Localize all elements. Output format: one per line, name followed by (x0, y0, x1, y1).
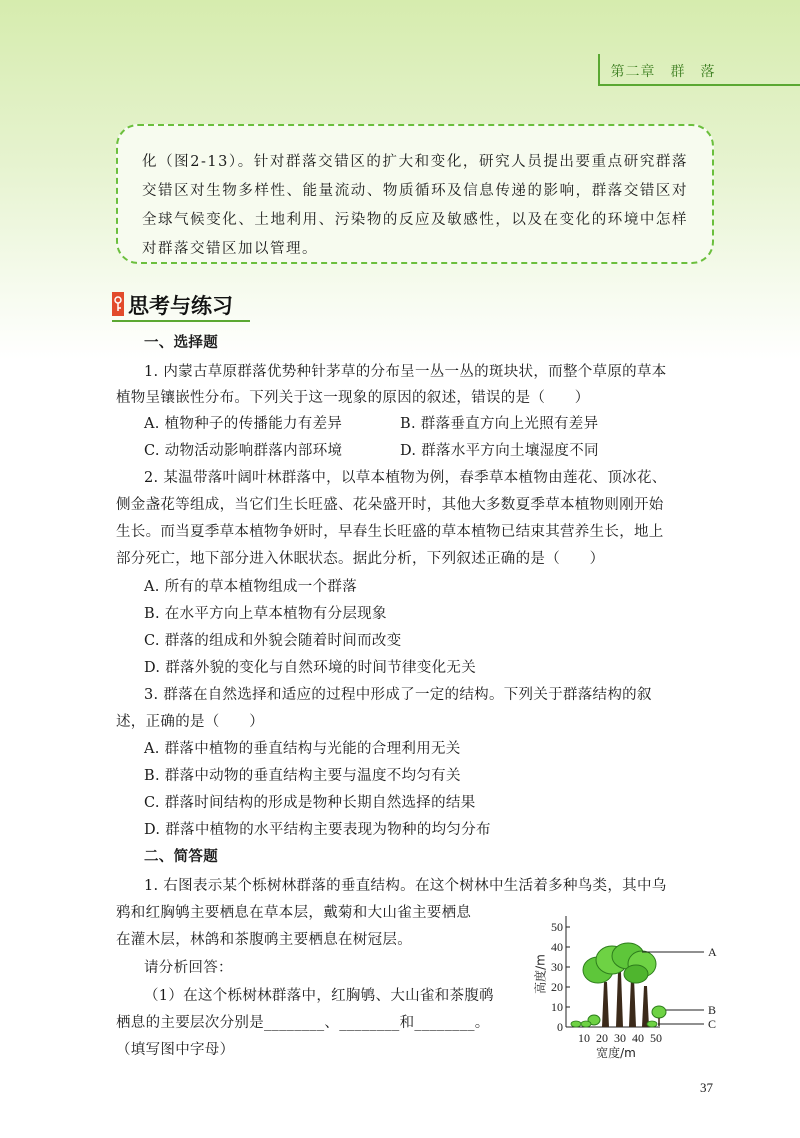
q3-option-d: D. 群落中植物的水平结构主要表现为物种的均匀分布 (144, 822, 491, 838)
subsection-title-short: 二、简答题 (144, 849, 218, 865)
q2-option-b: B. 在水平方向上草本植物有分层现象 (144, 606, 387, 622)
q1-option-a: A. 植物种子的传播能力有差异 (144, 416, 343, 432)
chapter-label: 第二章 群 落 (610, 64, 716, 80)
forest-structure-svg (533, 912, 726, 1062)
forest-structure-figure (533, 912, 726, 1062)
q1-text-line1: 1. 内蒙古草原群落优势种针茅草的分布呈一丛一丛的斑块状，而整个草原的草本 (144, 364, 667, 380)
chapter-rule (598, 84, 800, 86)
q2-text-line4: 部分死亡，地下部分进入休眠状态。据此分析，下列叙述正确的是（ ） (116, 551, 605, 567)
sq1-prompt: 请分析回答： (144, 960, 233, 976)
layer-label-b: B (708, 1003, 717, 1017)
y-tick-label: 40 (551, 940, 563, 954)
y-axis-label: 高度/m (533, 954, 548, 994)
q1-option-b: B. 群落垂直方向上光照有差异 (400, 416, 599, 432)
q2-option-c: C. 群落的组成和外貌会随着时间而改变 (144, 633, 402, 649)
x-axis-label: 宽度/m (596, 1046, 636, 1060)
q3-option-c: C. 群落时间结构的形成是物种长期自然选择的结果 (144, 795, 476, 811)
y-tick-label: 30 (551, 960, 563, 974)
q3-text-line2: 述，正确的是（ ） (116, 714, 264, 730)
y-tick-label: 50 (551, 920, 563, 934)
q2-text-line1: 2. 某温带落叶阔叶林群落中，以草本植物为例，春季草本植物由莲花、顶冰花、 (144, 470, 667, 486)
q3-text-line1: 3. 群落在自然选择和适应的过程中形成了一定的结构。下列关于群落结构的叙 (144, 687, 652, 703)
q1-option-d: D. 群落水平方向土壤湿度不同 (400, 443, 599, 459)
reading-box (116, 124, 714, 264)
tree-layer-trees (583, 943, 656, 1027)
page-number: 37 (700, 1080, 713, 1095)
box-paragraph: 化（图2-13）。针对群落交错区的扩大和变化，研究人员提出要重点研究群落交错区对生物多样性、能量流动、物质循环及信息传递的影响，群落交错区对全球气候变化、土地利用、污染物的反应及敏感性，以及在变化的环境中怎样对群落交错区加以管理。 (142, 154, 688, 257)
y-tick-label: 0 (557, 1020, 563, 1034)
subsection-title-choice: 一、选择题 (144, 335, 218, 351)
sq1-text-line3: 在灌木层，林鸽和茶腹䴓主要栖息在树冠层。 (116, 932, 412, 948)
sq1-text-line2: 鸦和红胸鸲主要栖息在草本层，戴菊和大山雀主要栖息 (116, 905, 472, 921)
x-ticks (578, 1031, 662, 1045)
q2-text-line3: 生长。而当夏季草本植物争妍时，早春生长旺盛的草本植物已结束其营养生长，地上 (116, 524, 664, 540)
q2-option-a: A. 所有的草本植物组成一个群落 (144, 579, 357, 595)
y-tick-label: 20 (551, 980, 563, 994)
key-icon (112, 292, 124, 316)
section-rule (112, 320, 250, 322)
q2-text-line2: 侧金盏花等组成，当它们生长旺盛、花朵盛开时，其他大多数夏季草本植物则刚开始 (116, 497, 664, 513)
q3-option-a: A. 群落中植物的垂直结构与光能的合理利用无关 (144, 741, 461, 757)
section-title: 思考与练习 (128, 294, 233, 318)
sq1-text-line1: 1. 右图表示某个栎树林群落的垂直结构。在这个树林中生活着多种鸟类，其中乌 (144, 878, 667, 894)
layer-label-a: A (708, 945, 717, 959)
y-tick-label: 10 (551, 1000, 563, 1014)
x-tick-label: 10 (578, 1031, 590, 1045)
x-tick-label: 30 (614, 1031, 626, 1045)
q1-option-c: C. 动物活动影响群落内部环境 (144, 443, 343, 459)
q2-option-d: D. 群落外貌的变化与自然环境的时间节律变化无关 (144, 660, 477, 676)
q1-text-line2: 植物呈镶嵌性分布。下列关于这一现象的原因的叙述，错误的是（ ） (116, 390, 590, 406)
sq1-sub1-line2: 栖息的主要层次分别是________、________和________。 (116, 1015, 490, 1031)
q3-option-b: B. 群落中动物的垂直结构主要与温度不均匀有关 (144, 768, 461, 784)
sq1-sub1-line1: （1）在这个栎树林群落中，红胸鸲、大山雀和茶腹䴓 (144, 988, 494, 1004)
x-tick-label: 20 (596, 1031, 608, 1045)
x-tick-label: 40 (632, 1031, 644, 1045)
y-ticks (551, 920, 570, 1034)
layer-label-c: C (708, 1017, 717, 1031)
sq1-sub1-note: （填写图中字母） (116, 1042, 235, 1058)
x-tick-label: 50 (650, 1031, 662, 1045)
